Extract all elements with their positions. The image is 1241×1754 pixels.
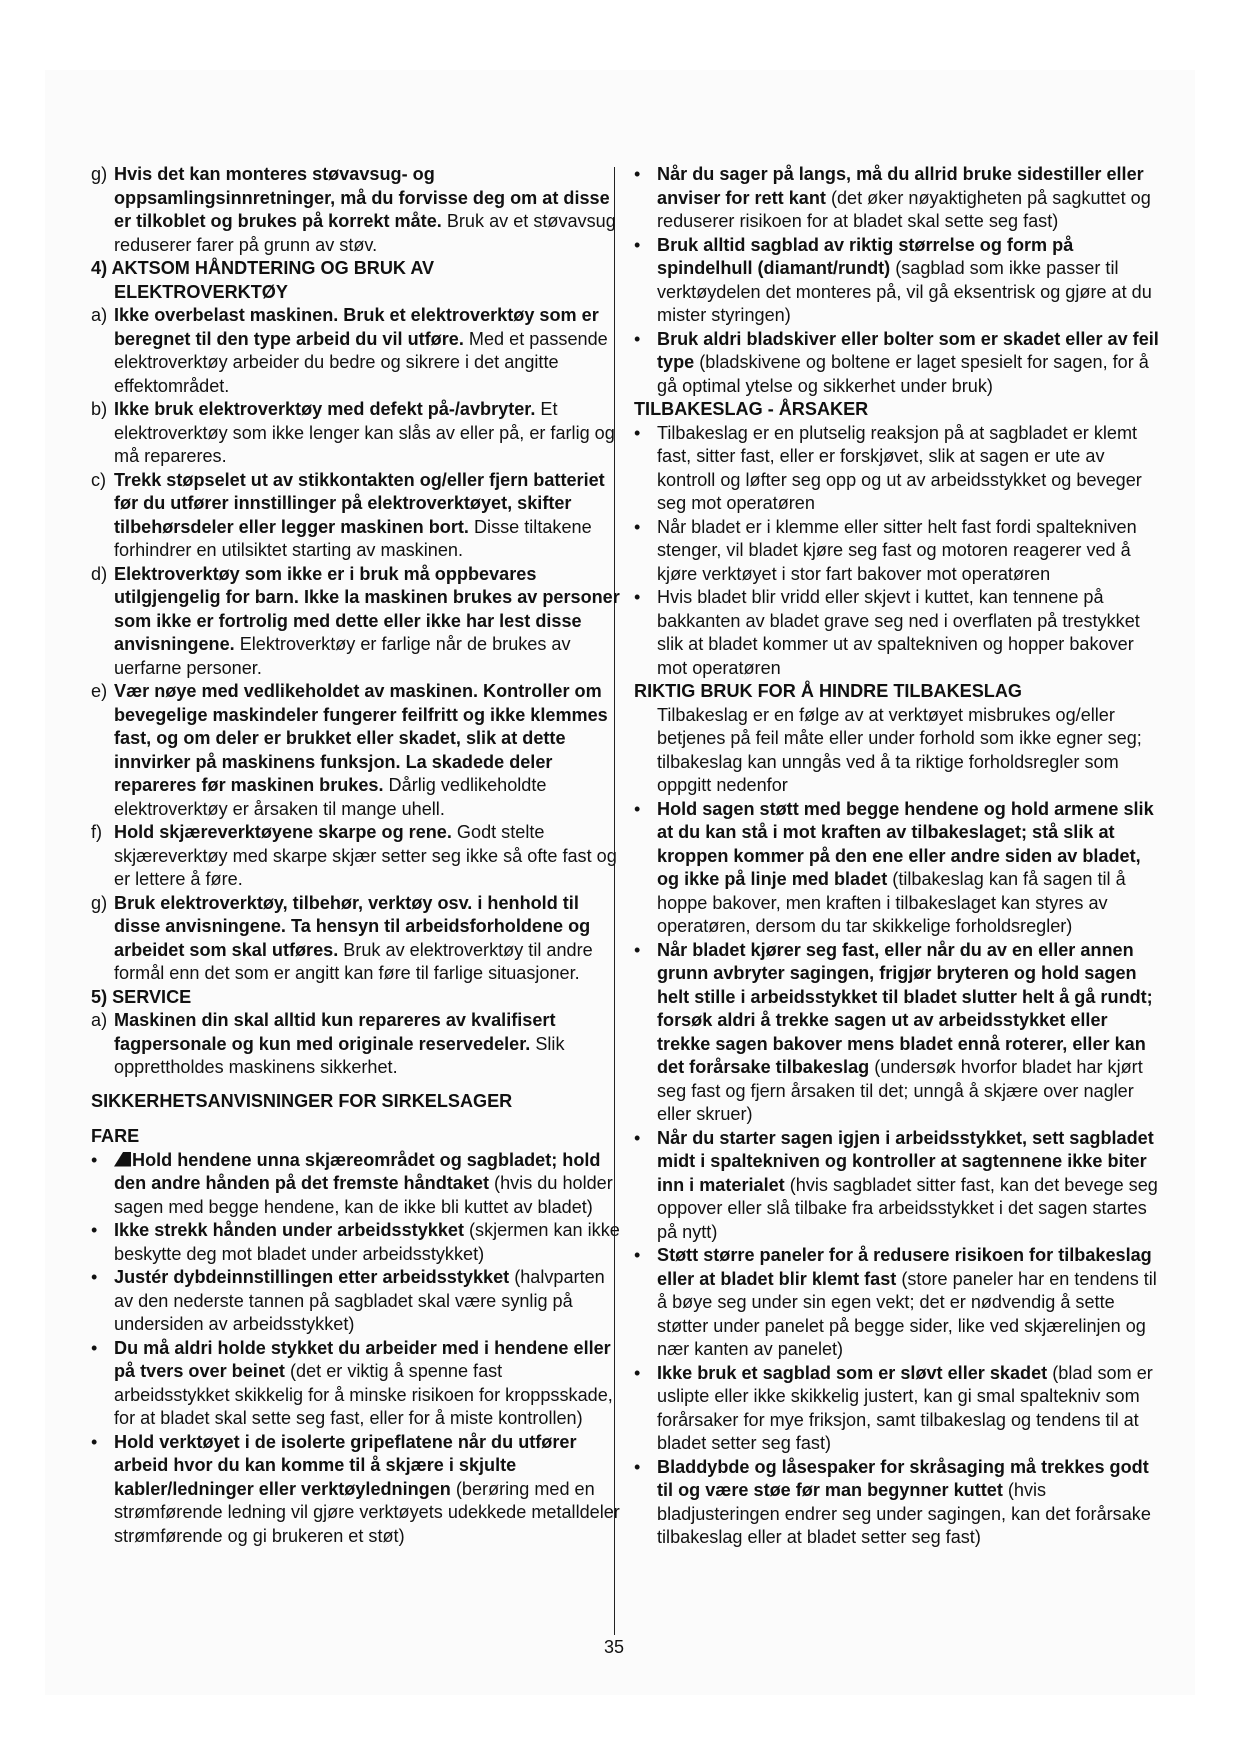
list-item-d: d) Elektroverktøy som ikke er i bruk må oppbevares utilgjengelig for barn. Ikke la maskinen brukes av personer som ikke er fortrolig med dette eller ikke har lest disse anvisningene. Elektroverktøy er farlige når de brukes av uerfarne personer. [91,563,620,678]
bullet-item: • Hold sagen støtt med begge hendene og hold armene slik at du kan stå i mot kraften av tilbakeslaget; stå slik at kroppen kommer på den ene eller andre siden av bladet, og ikke på linje med bladet (tilbakeslag kan få sagen til å hoppe bakover, men kraften i tilbakeslaget kan styres av operatøren, dersom du tar skikkelige forholdsregler) [634,798,1154,936]
left-column [91,163,621,1548]
bullet-item: • Justér dybdeinnstillingen etter arbeidsstykket (halvparten av den nederste tannen på sagbladet skal være synlig på undersiden av arbeidsstykket) [91,1267,605,1334]
bullet-item: • Ikke bruk et sagblad som er sløvt eller skadet (blad som er uslipte eller ikke skikkelig justert, kan gi smal spaltekniv som forårsaker for mye friksjon, samt tilbakeslag og tendens til at bladet setter seg fast) [634,1362,1153,1453]
bullet-item: • Når bladet er i klemme eller sitter helt fast fordi spaltekniven stenger, vil bladet kjøre seg fast og motoren reagerer ved å kjøre verktøyet i stor fart bakover mot operatøren [634,516,1137,584]
bullet-item: • Du må aldri holde stykket du arbeider med i hendene eller på tvers over beinet (det er viktig å spenne fast arbeidsstykket skikkelig for å minske risikoen for kroppsskade, for at bladet skal sette seg fast, eller for å miste kontrollen) [91,1337,613,1428]
heading-riktig-bruk: RIKTIG BRUK FOR Å HINDRE TILBAKESLAG [634,681,1022,701]
heading-tilbakeslag-arsaker: TILBAKESLAG - ÅRSAKER [634,399,869,419]
heading-fare: FARE [91,1126,140,1146]
list-item-c: c) Trekk støpselet ut av stikkontakten og/eller fjern batteriet før du utfører innstillinger på elektroverktøyet, skifter tilbehørsdeler eller legger maskinen bort. Disse tiltakene forhindrer en utilsiktet starting av maskinen. [91,469,605,560]
bullet-item: • Bruk alltid sagblad av riktig størrelse og form på spindelhull (diamant/rundt) (sagblad som ikke passer til verktøydelen det monteres på, vil gå eksentrisk og gjøre at du mister styringen) [634,234,1152,325]
bullet-item: • Hold hendene unna skjæreområdet og sagbladet; hold den andre hånden på det fremste håndtaket (hvis du holder sagen med begge hendene, kan de ikke bli kuttet av bladet) [91,1149,613,1217]
section-heading-4-cont: ELEKTROVERKTØY [114,281,288,302]
bullet-item: • Støtt større paneler for å redusere risikoen for tilbakeslag eller at bladet blir klemt fast (store paneler har en tendens til å bøye seg under sin egen vekt; det er nødvendig å sette støtter under panelet på begge sider, like ved skjærelinjen og nær kanten av panelet) [634,1245,1157,1359]
riktig-intro: Tilbakeslag er en følge av at verktøyet misbrukes og/eller betjenes på feil måte eller under forhold som ikke egner seg; tilbakeslag kan unngås ved å ta riktige forholdsregler som oppgitt nedenfor [657,704,1142,795]
list-item-a5: a) Maskinen din skal alltid kun repareres av kvalifisert fagpersonale og kun med originale reservedeler. Slik opprettholdes maskinens sikkerhet. [91,1010,565,1077]
bullet-item: • Bladdybde og låsespaker for skråsaging må trekkes godt til og være støe før man begynner kuttet (hvis bladjusteringen endrer seg under sagingen, kan det forårsake tilbakeslag eller at bladet setter seg fast) [634,1456,1151,1547]
heading-sirkelsager: SIKKERHETSANVISNINGER FOR SIRKELSAGER [91,1090,513,1111]
bullet-item: • Bruk aldri bladskiver eller bolter som er skadet eller av feil type (bladskivene og boltene er laget spesielt for sagen, for å gå optimal ytelse og sikkerhet under bruk) [634,328,1159,396]
list-item-g: g) Hvis det kan monteres støvavsug- og oppsamlingsinnretninger, må du forvisse deg om at disse er tilkoblet og brukes på korrekt måte. Bruk av et støvavsug reduserer farer på grunn av støv. [91,164,616,255]
list-item-a: a) Ikke overbelast maskinen. Bruk et elektroverktøy som er beregnet til den type arbeid du vil utføre. Med et passende elektroverktøy arbeider du bedre og sikrere i det angitte effektområdet. [91,305,608,396]
bullet-item: • Ikke strekk hånden under arbeidsstykket (skjermen kan ikke beskytte deg mot bladet under arbeidsstykket) [91,1220,620,1264]
bullet-item: • Når du starter sagen igjen i arbeidsstykket, sett sagbladet midt i spaltekniven og kontroller at sagtennene ikke biter inn i materialet (hvis sagbladet sitter fast, kan det bevege seg oppover eller slå tilbake fra arbeidsstykket i det sagen startes på nytt) [634,1127,1158,1242]
warning-icon [114,1152,131,1167]
bullet-item: • Hvis bladet blir vridd eller skjevt i kuttet, kan tennene på bakkanten av bladet grave seg ned i overflaten på trestykket slik at bladet kommer ut av spaltekniven og hopper bakover mot operatøren [634,587,1140,678]
section-heading-5: 5) SERVICE [91,986,192,1007]
list-item-g2: g) Bruk elektroverktøy, tilbehør, verktøy osv. i henhold til disse anvisningene. Ta hensyn til arbeidsforholdene og arbeidet som skal utføres. Bruk av elektroverktøy til andre formål enn det som er angitt kan føre til farlige situasjoner. [91,892,593,983]
list-item-f: f) Hold skjæreverktøyene skarpe og rene. Godt stelte skjæreverktøy med skarpe skjær setter seg ikke så ofte fast og er lettere å føre. [91,822,617,889]
bullet-item: • Hold verktøyet i de isolerte gripeflatene når du utfører arbeid hvor du kan komme til å skjære i skjulte kabler/ledninger eller verktøyledningen (berøring med en strømførende ledning vil gjøre verktøyets udekkede metalldeler strømførende og gi brukeren et støt) [91,1431,620,1546]
list-item-e: e) Vær nøye med vedlikeholdet av maskinen. Kontroller om bevegelige maskindeler fungerer feilfritt og ikke klemmes fast, og om deler er brukket eller skadet, slik at dette innvirker på maskinens funksjon. La skadede deler repareres før maskinen brukes. Dårlig vedlikeholdte elektroverktøy er årsaken til mange uhell. [91,681,608,819]
bullet-item: • Når bladet kjører seg fast, eller når du av en eller annen grunn avbryter sagingen, frigjør bryteren og hold sagen helt stille i arbeidsstykket til bladet slutter helt å gå rundt; forsøk aldri å trekke sagen ut av arbeidsstykket eller trekke sagen bakover mens bladet ennå roterer, eller kan det forårsake tilbakeslag (undersøk hvorfor bladet har kjørt seg fast og fjern årsaken til det; unngå å skjære over nagler eller skruer) [634,939,1153,1124]
bullet-item: • Tilbakeslag er en plutselig reaksjon på at sagbladet er klemt fast, sitter fast, eller er forskjøvet, slik at sagen er ute av kontroll og løfter seg opp og ut av arbeidsstykket og beveger seg mot operatøren [634,422,1142,513]
list-item-b: b) Ikke bruk elektroverktøy med defekt på-/avbryter. Et elektroverktøy som ikke lenger kan slås av eller på, er farlig og må repareres. [91,399,615,466]
bullet-item: • Når du sager på langs, må du allrid bruke sidestiller eller anviser for rett kant (det øker nøyaktigheten på sagkuttet og reduserer risikoen for at bladet skal sette seg fast) [634,164,1151,231]
right-column [634,163,1164,1550]
page-number: 35 [604,1637,625,1657]
section-heading-4: 4) AKTSOM HÅNDTERING OG BRUK AV [91,258,435,278]
